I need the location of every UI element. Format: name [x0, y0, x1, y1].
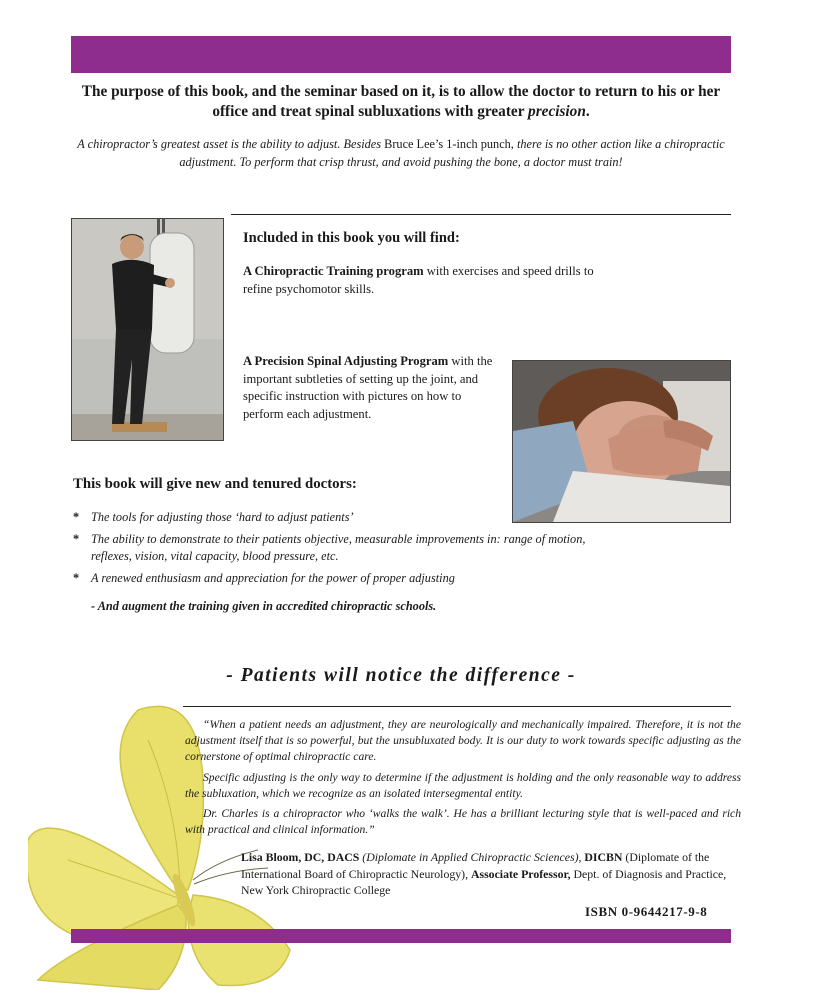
- testimonial-attribution: [241, 849, 741, 899]
- headline-emphasis: precision: [528, 103, 586, 120]
- benefit-item: [73, 570, 613, 588]
- tagline: - Patients will notice the difference -: [226, 665, 576, 686]
- author-credential-2-title: DICBN: [584, 850, 623, 864]
- quote-paragraph: Dr. Charles is a chiropractor who ‘walks the walk’. He has a brilliant lecturing style that is well-paced and rich with practical and clinical information.”: [185, 807, 741, 837]
- top-color-bar: [71, 36, 731, 73]
- intro-text-1: A chiropractor’s greatest asset is the ability to adjust. Besides: [77, 137, 382, 151]
- headline-text: The purpose of this book, and the seminar based on it, is to allow the doctor to return to his or her office and treat spinal subluxations with greater: [81, 83, 721, 120]
- intro-text-3: there is no other action like a chiropractic adjustment. To perform that crisp thrust, and avoid pushing the bone, a doctor must train!: [179, 137, 725, 169]
- intro-text-2: Bruce Lee’s 1-inch punch,: [384, 137, 514, 151]
- benefit-text: A renewed enthusiasm and appreciation for the power of proper adjusting: [91, 570, 455, 585]
- author-position: Dept. of Diagnosis and Practice, New York Chiropractic College: [241, 866, 727, 897]
- benefit-text: The ability to demonstrate to their patients objective, measurable improvements in: range of motion, reflexes, vision, vital capacity, blood pressure, etc.: [91, 531, 586, 563]
- augment-line: - And augment the training given in accredited chiropractic schools.: [91, 599, 437, 613]
- training-photo: [71, 218, 224, 441]
- quote-paragraph: “When a patient needs an adjustment, they are neurologically and mechanically impaired. Therefore, it is not the adjustment itself that is so powerful, but the unsubluxated body. It is our duty to work towards specific adjusting as the cornerstone of optimal chiropractic care.: [185, 718, 741, 764]
- feature-2-text: with the important subtleties of setting up the joint, and specific instruction with pictures on how to perform each adjustment.: [243, 354, 493, 421]
- bullet-star: *: [73, 531, 80, 546]
- benefits-list: [73, 509, 613, 591]
- section-divider: [231, 214, 731, 215]
- feature-training-program: [243, 263, 623, 298]
- feature-1-text: with exercises and speed drills to refine psychomotor skills.: [243, 264, 594, 296]
- feature-1-title: A Chiropractic Training program: [243, 264, 424, 278]
- benefits-title: This book will give new and tenured doctors:: [73, 476, 357, 492]
- benefit-item: [73, 531, 613, 566]
- feature-adjusting-program: [243, 353, 493, 423]
- training-photo-image: [72, 219, 223, 440]
- testimonial-quote: [185, 717, 741, 842]
- benefit-item: [73, 509, 613, 527]
- headline-end: .: [585, 103, 590, 120]
- bullet-star: *: [73, 510, 80, 524]
- adjustment-photo-image: [513, 361, 730, 522]
- bullet-star: *: [73, 570, 80, 585]
- isbn: ISBN 0-9644217-9-8: [585, 904, 708, 919]
- author-credential-1: (Diplomate in Applied Chiropractic Sciences),: [362, 850, 582, 864]
- quote-paragraph: Specific adjusting is the only way to determine if the adjustment is holding and the only reasonable way to address the subluxation, which we recognize as an isolated intersegmental entity.: [185, 770, 741, 800]
- feature-2-title: A Precision Spinal Adjusting Program: [243, 354, 449, 368]
- author-position-title: Associate Professor,: [470, 866, 571, 881]
- adjustment-photo: [512, 360, 731, 523]
- bottom-color-bar: [71, 929, 731, 943]
- intro-paragraph: [71, 136, 731, 171]
- benefit-text: The tools for adjusting those ‘hard to adjust patients’: [91, 510, 354, 524]
- author-name: Lisa Bloom, DC, DACS: [241, 850, 360, 864]
- purpose-headline: [71, 82, 731, 122]
- included-title: Included in this book you will find:: [243, 230, 460, 246]
- author-credential-2: (Diplomate of the International Board of Chiropractic Neurology),: [241, 850, 710, 881]
